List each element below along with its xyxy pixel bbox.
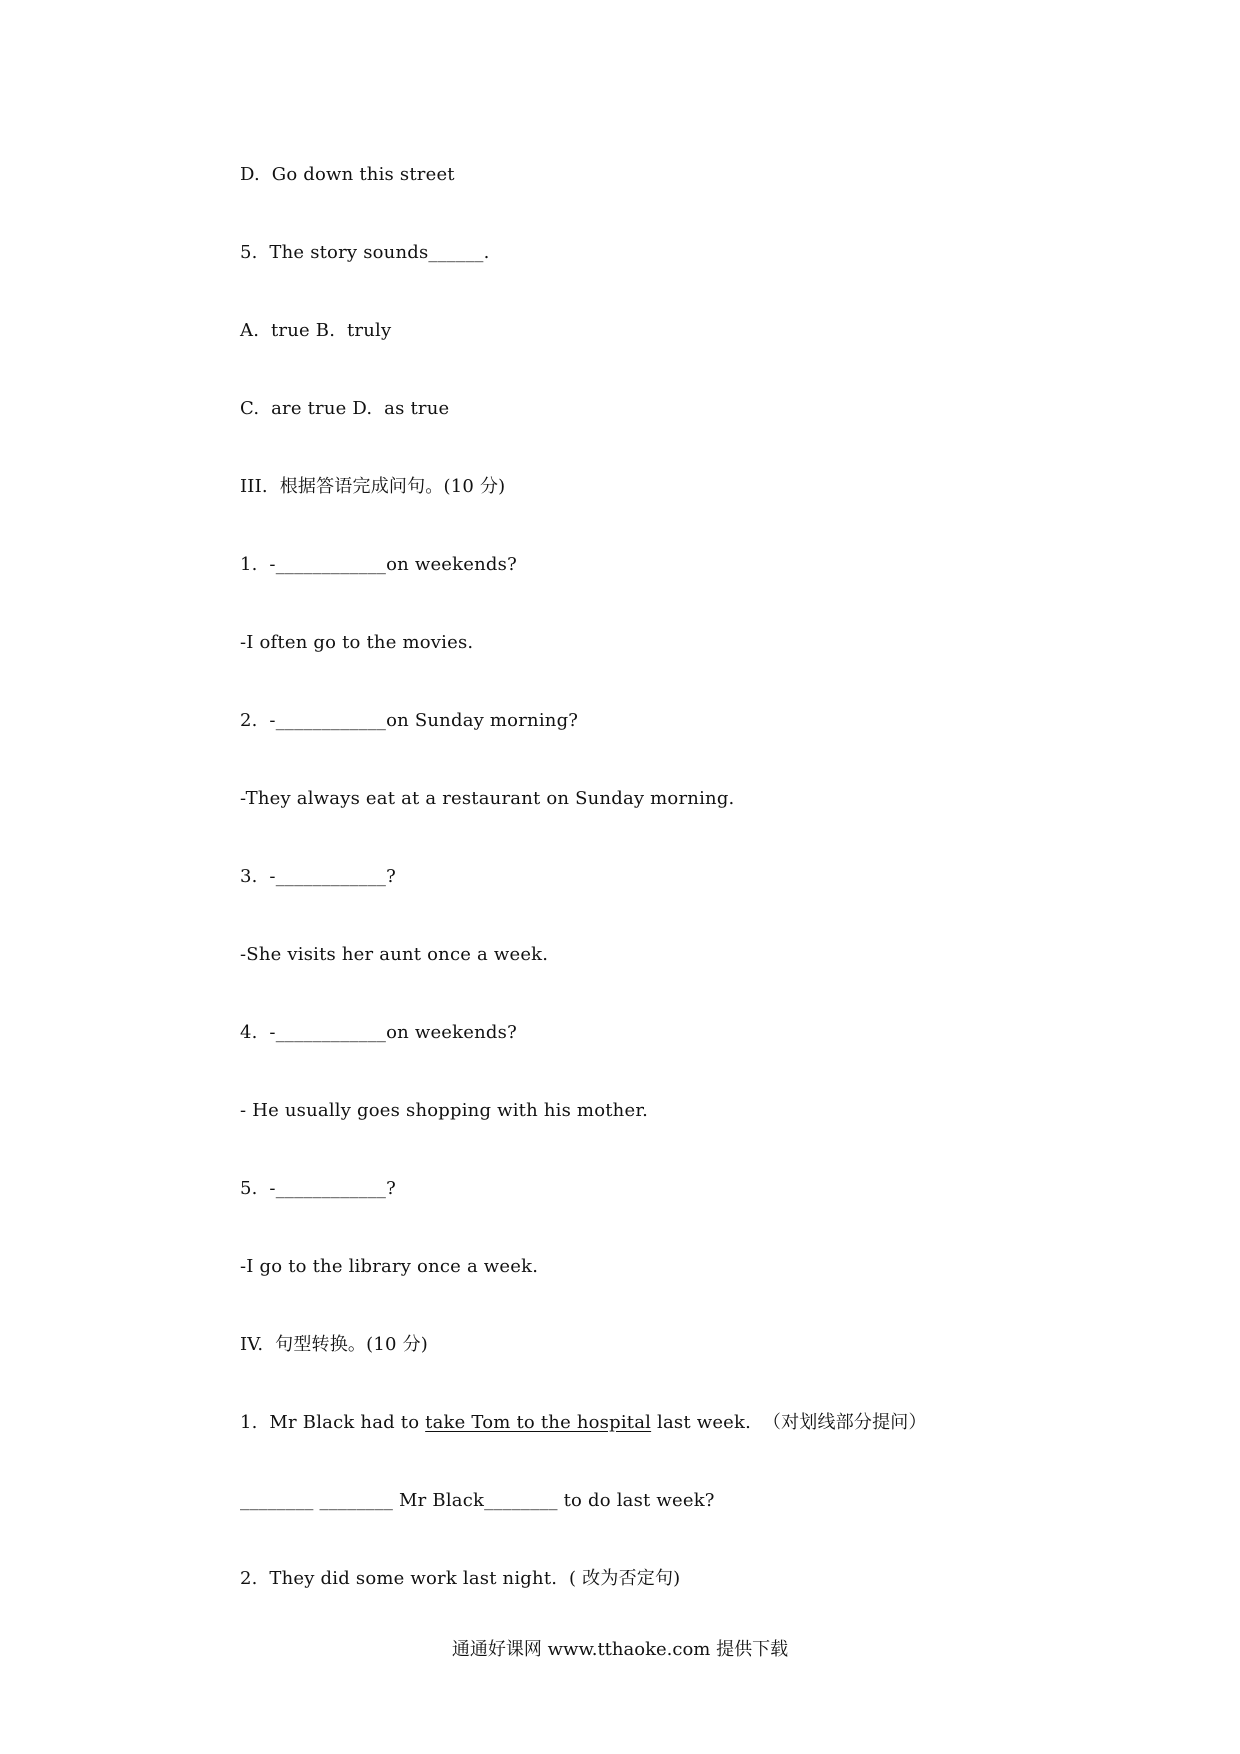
- section-iv-q1-answer-line: ________ ________ Mr Black________ to do last week?: [240, 1490, 715, 1511]
- options-cd-line: C. are true D. as true: [240, 398, 450, 419]
- option-d-line: D. Go down this street: [240, 164, 455, 185]
- section-iii-a3: -She visits her aunt once a week.: [240, 944, 549, 965]
- options-ab-line: A. true B. truly: [240, 320, 392, 341]
- q1-text-before: 1. Mr Black had to: [240, 1412, 426, 1433]
- section-iii-a1: -I often go to the movies.: [240, 632, 474, 653]
- section-iii-q2: 2. -____________on Sunday morning?: [240, 710, 579, 731]
- section-iv-q1: [240, 1411, 927, 1435]
- q1-text-after: last week. （对划线部分提问）: [651, 1412, 927, 1433]
- section-iii-q5: 5. -____________?: [240, 1178, 396, 1199]
- section-iii-a2: -They always eat at a restaurant on Sunday morning.: [240, 788, 735, 809]
- section-iii-heading: III. 根据答语完成问句。(10 分): [240, 476, 506, 497]
- section-iii-q4: 4. -____________on weekends?: [240, 1022, 517, 1043]
- section-iv-q2: 2. They did some work last night. ( 改为否定句): [240, 1568, 681, 1589]
- section-iii-a4: - He usually goes shopping with his mother.: [240, 1100, 649, 1121]
- question-5-line: 5. The story sounds______.: [240, 242, 490, 263]
- page-footer: 通通好课网 www.tthaoke.com 提供下载: [451, 1639, 789, 1660]
- q1-underlined-text: take Tom to the hospital: [425, 1412, 652, 1433]
- section-iii-q3: 3. -____________?: [240, 866, 396, 887]
- section-iii-q1: 1. -____________on weekends?: [240, 554, 517, 575]
- section-iii-a5: -I go to the library once a week.: [240, 1256, 539, 1277]
- section-iv-heading: IV. 句型转换。(10 分): [240, 1334, 428, 1355]
